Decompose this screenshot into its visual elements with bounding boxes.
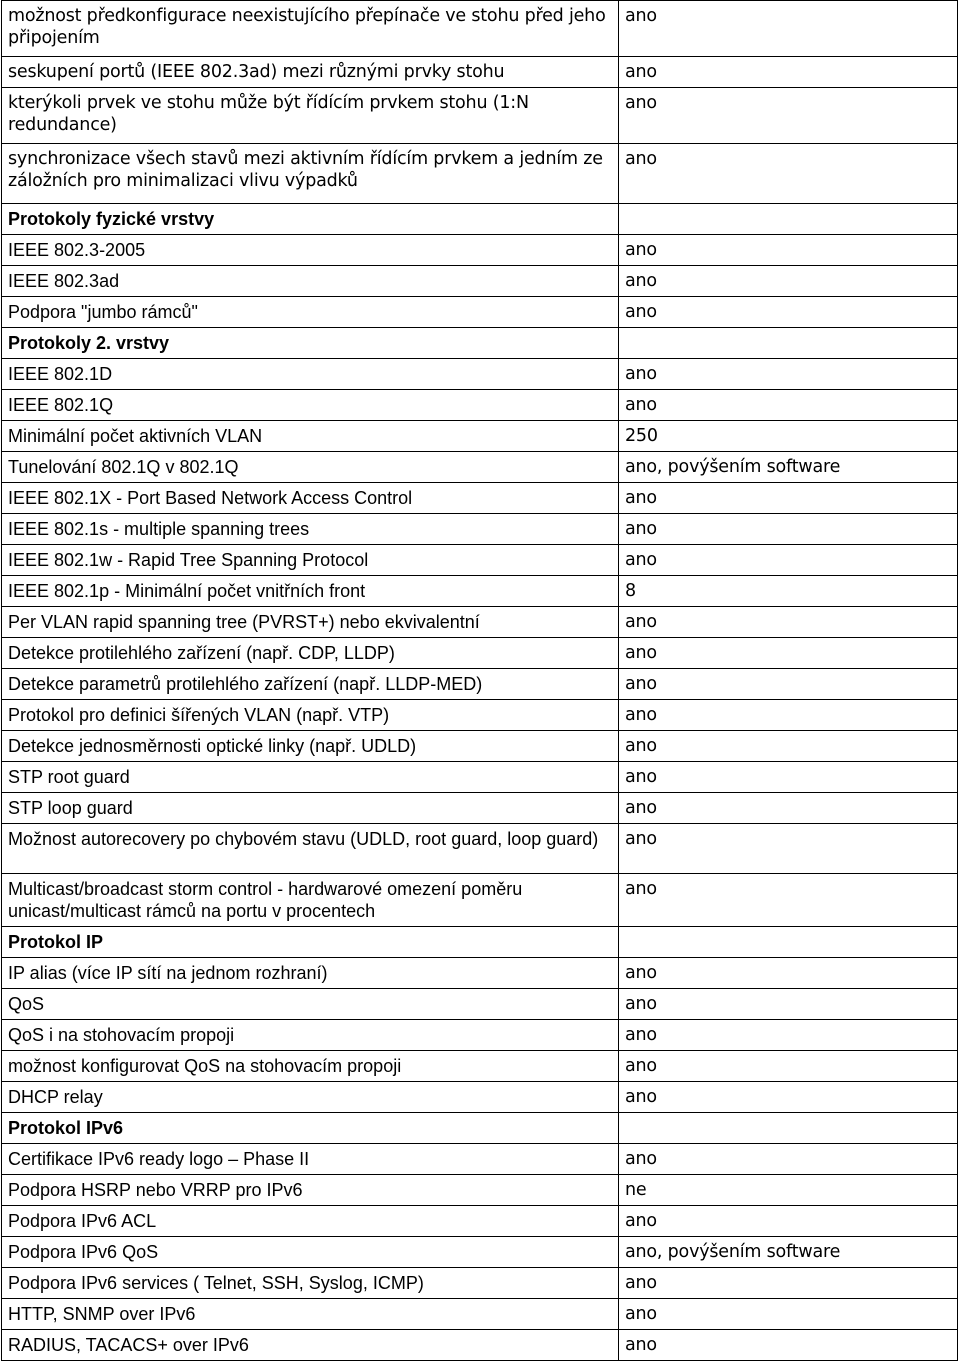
feature-cell: Tunelování 802.1Q v 802.1Q <box>2 452 619 483</box>
value-cell: ano <box>619 266 958 297</box>
feature-cell: seskupení portů (IEEE 802.3ad) mezi různými prvky stohu <box>2 57 619 88</box>
feature-cell: IEEE 802.1w - Rapid Tree Spanning Protocol <box>2 545 619 576</box>
table-row <box>2 1082 958 1113</box>
value-cell: ano <box>619 1051 958 1082</box>
value-cell: ano <box>619 514 958 545</box>
table-row <box>2 793 958 824</box>
feature-cell: IEEE 802.1p - Minimální počet vnitřních front <box>2 576 619 607</box>
feature-cell: Podpora "jumbo rámců" <box>2 297 619 328</box>
table-row <box>2 989 958 1020</box>
value-cell: ano <box>619 793 958 824</box>
value-cell: ano <box>619 88 958 144</box>
section-title: Protokoly fyzické vrstvy <box>2 204 619 235</box>
table-row <box>2 235 958 266</box>
feature-cell: možnost konfigurovat QoS na stohovacím propoji <box>2 1051 619 1082</box>
table-row <box>2 1 958 57</box>
value-cell: ano <box>619 545 958 576</box>
value-cell: ano <box>619 483 958 514</box>
feature-cell: Podpora IPv6 services ( Telnet, SSH, Syslog, ICMP) <box>2 1268 619 1299</box>
value-cell: ano <box>619 1330 958 1361</box>
feature-cell: IEEE 802.1Q <box>2 390 619 421</box>
section-title: Protokoly 2. vrstvy <box>2 328 619 359</box>
value-cell: ano <box>619 1020 958 1051</box>
table-row <box>2 359 958 390</box>
value-cell: ano <box>619 989 958 1020</box>
feature-cell: Podpora IPv6 QoS <box>2 1237 619 1268</box>
feature-cell: STP root guard <box>2 762 619 793</box>
value-cell <box>619 328 958 359</box>
table-row <box>2 1237 958 1268</box>
feature-cell: Podpora HSRP nebo VRRP pro IPv6 <box>2 1175 619 1206</box>
feature-cell: IEEE 802.1D <box>2 359 619 390</box>
value-cell: ano <box>619 669 958 700</box>
value-cell: ano <box>619 1144 958 1175</box>
value-cell: ano <box>619 1206 958 1237</box>
section-header-row <box>2 328 958 359</box>
section-title: Protokol IPv6 <box>2 1113 619 1144</box>
feature-cell: kterýkoli prvek ve stohu může být řídícím prvkem stohu (1:N redundance) <box>2 88 619 144</box>
value-cell: ano <box>619 824 958 874</box>
table-row <box>2 57 958 88</box>
feature-cell: QoS i na stohovacím propoji <box>2 1020 619 1051</box>
value-cell: ano <box>619 762 958 793</box>
value-cell: ano <box>619 1 958 57</box>
feature-cell: RADIUS, TACACS+ over IPv6 <box>2 1330 619 1361</box>
feature-cell: Detekce protilehlého zařízení (např. CDP, LLDP) <box>2 638 619 669</box>
table-row <box>2 1144 958 1175</box>
table-row <box>2 452 958 483</box>
feature-cell: IEEE 802.1X - Port Based Network Access Control <box>2 483 619 514</box>
feature-cell: IEEE 802.3-2005 <box>2 235 619 266</box>
feature-cell: možnost předkonfigurace neexistujícího přepínače ve stohu před jeho připojením <box>2 1 619 57</box>
table-row <box>2 1206 958 1237</box>
specification-table-body <box>2 1 958 1361</box>
feature-cell: Možnost autorecovery po chybovém stavu (UDLD, root guard, loop guard) <box>2 824 619 874</box>
feature-cell: IP alias (více IP sítí na jednom rozhraní) <box>2 958 619 989</box>
value-cell: ano <box>619 638 958 669</box>
value-cell <box>619 1113 958 1144</box>
table-row <box>2 958 958 989</box>
feature-cell: HTTP, SNMP over IPv6 <box>2 1299 619 1330</box>
value-cell: ano <box>619 874 958 927</box>
feature-cell: Certifikace IPv6 ready logo – Phase II <box>2 1144 619 1175</box>
table-row <box>2 1299 958 1330</box>
table-row <box>2 1051 958 1082</box>
value-cell: 250 <box>619 421 958 452</box>
value-cell: ano <box>619 607 958 638</box>
value-cell: ano, povýšením software <box>619 1237 958 1268</box>
table-row <box>2 638 958 669</box>
table-row <box>2 390 958 421</box>
table-row <box>2 824 958 874</box>
table-row <box>2 545 958 576</box>
table-row <box>2 874 958 927</box>
section-header-row <box>2 1113 958 1144</box>
value-cell: ano <box>619 359 958 390</box>
table-row <box>2 144 958 204</box>
value-cell: ano <box>619 57 958 88</box>
table-row <box>2 483 958 514</box>
value-cell: ano, povýšením software <box>619 452 958 483</box>
table-row <box>2 576 958 607</box>
feature-cell: Per VLAN rapid spanning tree (PVRST+) nebo ekvivalentní <box>2 607 619 638</box>
table-row <box>2 669 958 700</box>
value-cell: ano <box>619 390 958 421</box>
feature-cell: STP loop guard <box>2 793 619 824</box>
table-row <box>2 514 958 545</box>
value-cell: ano <box>619 958 958 989</box>
value-cell: ano <box>619 297 958 328</box>
feature-cell: DHCP relay <box>2 1082 619 1113</box>
feature-cell: Detekce jednosměrnosti optické linky (např. UDLD) <box>2 731 619 762</box>
value-cell: ne <box>619 1175 958 1206</box>
table-row <box>2 1330 958 1361</box>
feature-cell: IEEE 802.3ad <box>2 266 619 297</box>
feature-cell: IEEE 802.1s - multiple spanning trees <box>2 514 619 545</box>
value-cell: 8 <box>619 576 958 607</box>
value-cell: ano <box>619 700 958 731</box>
table-row <box>2 762 958 793</box>
table-row <box>2 421 958 452</box>
feature-cell: Multicast/broadcast storm control - hardwarové omezení poměru unicast/multicast rámců na portu v procentech <box>2 874 619 927</box>
table-row <box>2 266 958 297</box>
table-row <box>2 1268 958 1299</box>
table-row <box>2 700 958 731</box>
feature-cell: synchronizace všech stavů mezi aktivním řídícím prvkem a jedním ze záložních pro minimalizaci vlivu výpadků <box>2 144 619 204</box>
value-cell <box>619 927 958 958</box>
table-row <box>2 1175 958 1206</box>
value-cell: ano <box>619 1299 958 1330</box>
value-cell: ano <box>619 144 958 204</box>
feature-cell: Detekce parametrů protilehlého zařízení (např. LLDP-MED) <box>2 669 619 700</box>
feature-cell: Minimální počet aktivních VLAN <box>2 421 619 452</box>
table-row <box>2 731 958 762</box>
section-header-row <box>2 927 958 958</box>
table-row <box>2 607 958 638</box>
table-row <box>2 88 958 144</box>
value-cell: ano <box>619 1082 958 1113</box>
section-header-row <box>2 204 958 235</box>
specification-table <box>1 0 958 1361</box>
section-title: Protokol IP <box>2 927 619 958</box>
value-cell: ano <box>619 1268 958 1299</box>
table-row <box>2 297 958 328</box>
value-cell <box>619 204 958 235</box>
feature-cell: QoS <box>2 989 619 1020</box>
table-row <box>2 1020 958 1051</box>
value-cell: ano <box>619 731 958 762</box>
value-cell: ano <box>619 235 958 266</box>
feature-cell: Protokol pro definici šířených VLAN (např. VTP) <box>2 700 619 731</box>
feature-cell: Podpora IPv6 ACL <box>2 1206 619 1237</box>
